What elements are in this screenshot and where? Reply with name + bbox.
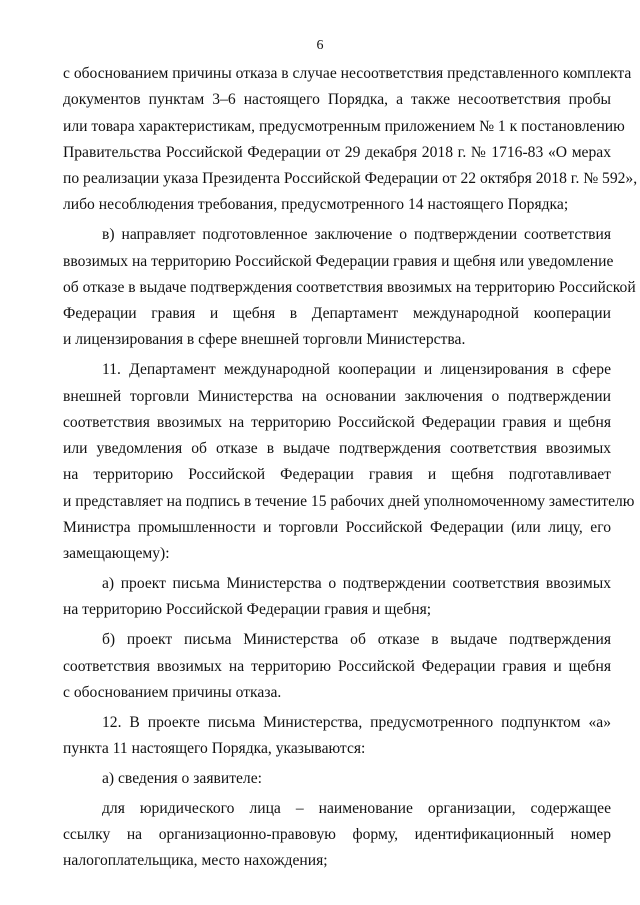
text-line: на территорию Российской Федерации гравия и щебня; <box>63 601 432 619</box>
paragraph-subitem-a <box>63 571 611 624</box>
text-line: об отказе в выдаче подтверждения соответствия ввозимых на территорию Российской <box>63 278 636 296</box>
text-line: с обоснованием причины отказа в случае несоответствия представленного комплекта <box>63 65 632 82</box>
text-line: или товара характеристикам, предусмотренным приложением № 1 к постановлению <box>63 117 625 135</box>
text-line: либо несоблюдения требования, предусмотренного 14 настоящего Порядка; <box>63 196 569 214</box>
paragraph-subitem-v <box>63 222 636 353</box>
text-line: Правительства Российской Федерации от 29 декабря 2018 г. № 1716-83 «О мерах <box>63 143 611 161</box>
paragraph-12-subitem-a <box>63 766 611 792</box>
paragraph-item-11 <box>63 357 635 567</box>
text-line: 11. Департамент международной кооперации и лицензирования в сфере <box>102 361 611 379</box>
text-line: по реализации указа Президента Российской Федерации от 22 октября 2018 г. № 592», <box>63 170 638 188</box>
text-line: в) направляет подготовленное заключение о подтверждении соответствия <box>102 226 611 244</box>
text-line: налогоплательщика, место нахождения; <box>63 852 328 870</box>
page-number: 6 <box>316 38 324 53</box>
text-line: замещающему): <box>63 545 170 563</box>
paragraph-item-12 <box>63 710 611 763</box>
text-line: а) сведения о заявителе: <box>102 769 262 787</box>
text-line: соответствия ввозимых на территорию Российской Федерации гравия и щебня <box>63 413 611 431</box>
text-line: или уведомления об отказе в выдаче подтверждения соответствия ввозимых <box>63 440 611 458</box>
text-line: ссылку на организационно-правовую форму, идентификационный номер <box>63 825 611 843</box>
text-line: пункта 11 настоящего Порядка, указываются: <box>63 739 366 757</box>
text-line: ввозимых на территорию Российской Федерации гравия и щебня или уведомление <box>63 252 614 270</box>
text-line: а) проект письма Министерства о подтверждении соответствия ввозимых <box>102 575 611 593</box>
text-line: б) проект письма Министерства об отказе в выдаче подтверждения <box>102 631 611 649</box>
text-line: Министра промышленности и торговли Российской Федерации (или лицу, его <box>63 519 611 537</box>
paragraph-legal-entity <box>63 796 611 875</box>
text-line: документов пунктам 3–6 настоящего Порядка, а также несоответствия пробы <box>63 91 611 109</box>
paragraph-continuation <box>63 61 638 219</box>
text-line: на территорию Российской Федерации гравия и щебня подготавливает <box>63 466 611 484</box>
text-line: для юридического лица – наименование организации, содержащее <box>102 799 611 817</box>
text-line: внешней торговли Министерства на основании заключения о подтверждении <box>63 387 611 405</box>
text-line: и представляет на подпись в течение 15 рабочих дней уполномоченному заместителю <box>63 492 635 510</box>
text-line: с обоснованием причины отказа. <box>63 683 282 701</box>
text-line: соответствия ввозимых на территорию Российской Федерации гравия и щебня <box>63 657 611 675</box>
paragraph-subitem-b <box>63 627 611 706</box>
text-line: Федерации гравия и щебня в Департамент международной кооперации <box>63 305 611 323</box>
text-line: 12. В проекте письма Министерства, предусмотренного подпунктом «а» <box>102 713 611 731</box>
text-line: и лицензирования в сфере внешней торговли Министерства. <box>63 331 466 349</box>
document-body <box>63 61 638 874</box>
